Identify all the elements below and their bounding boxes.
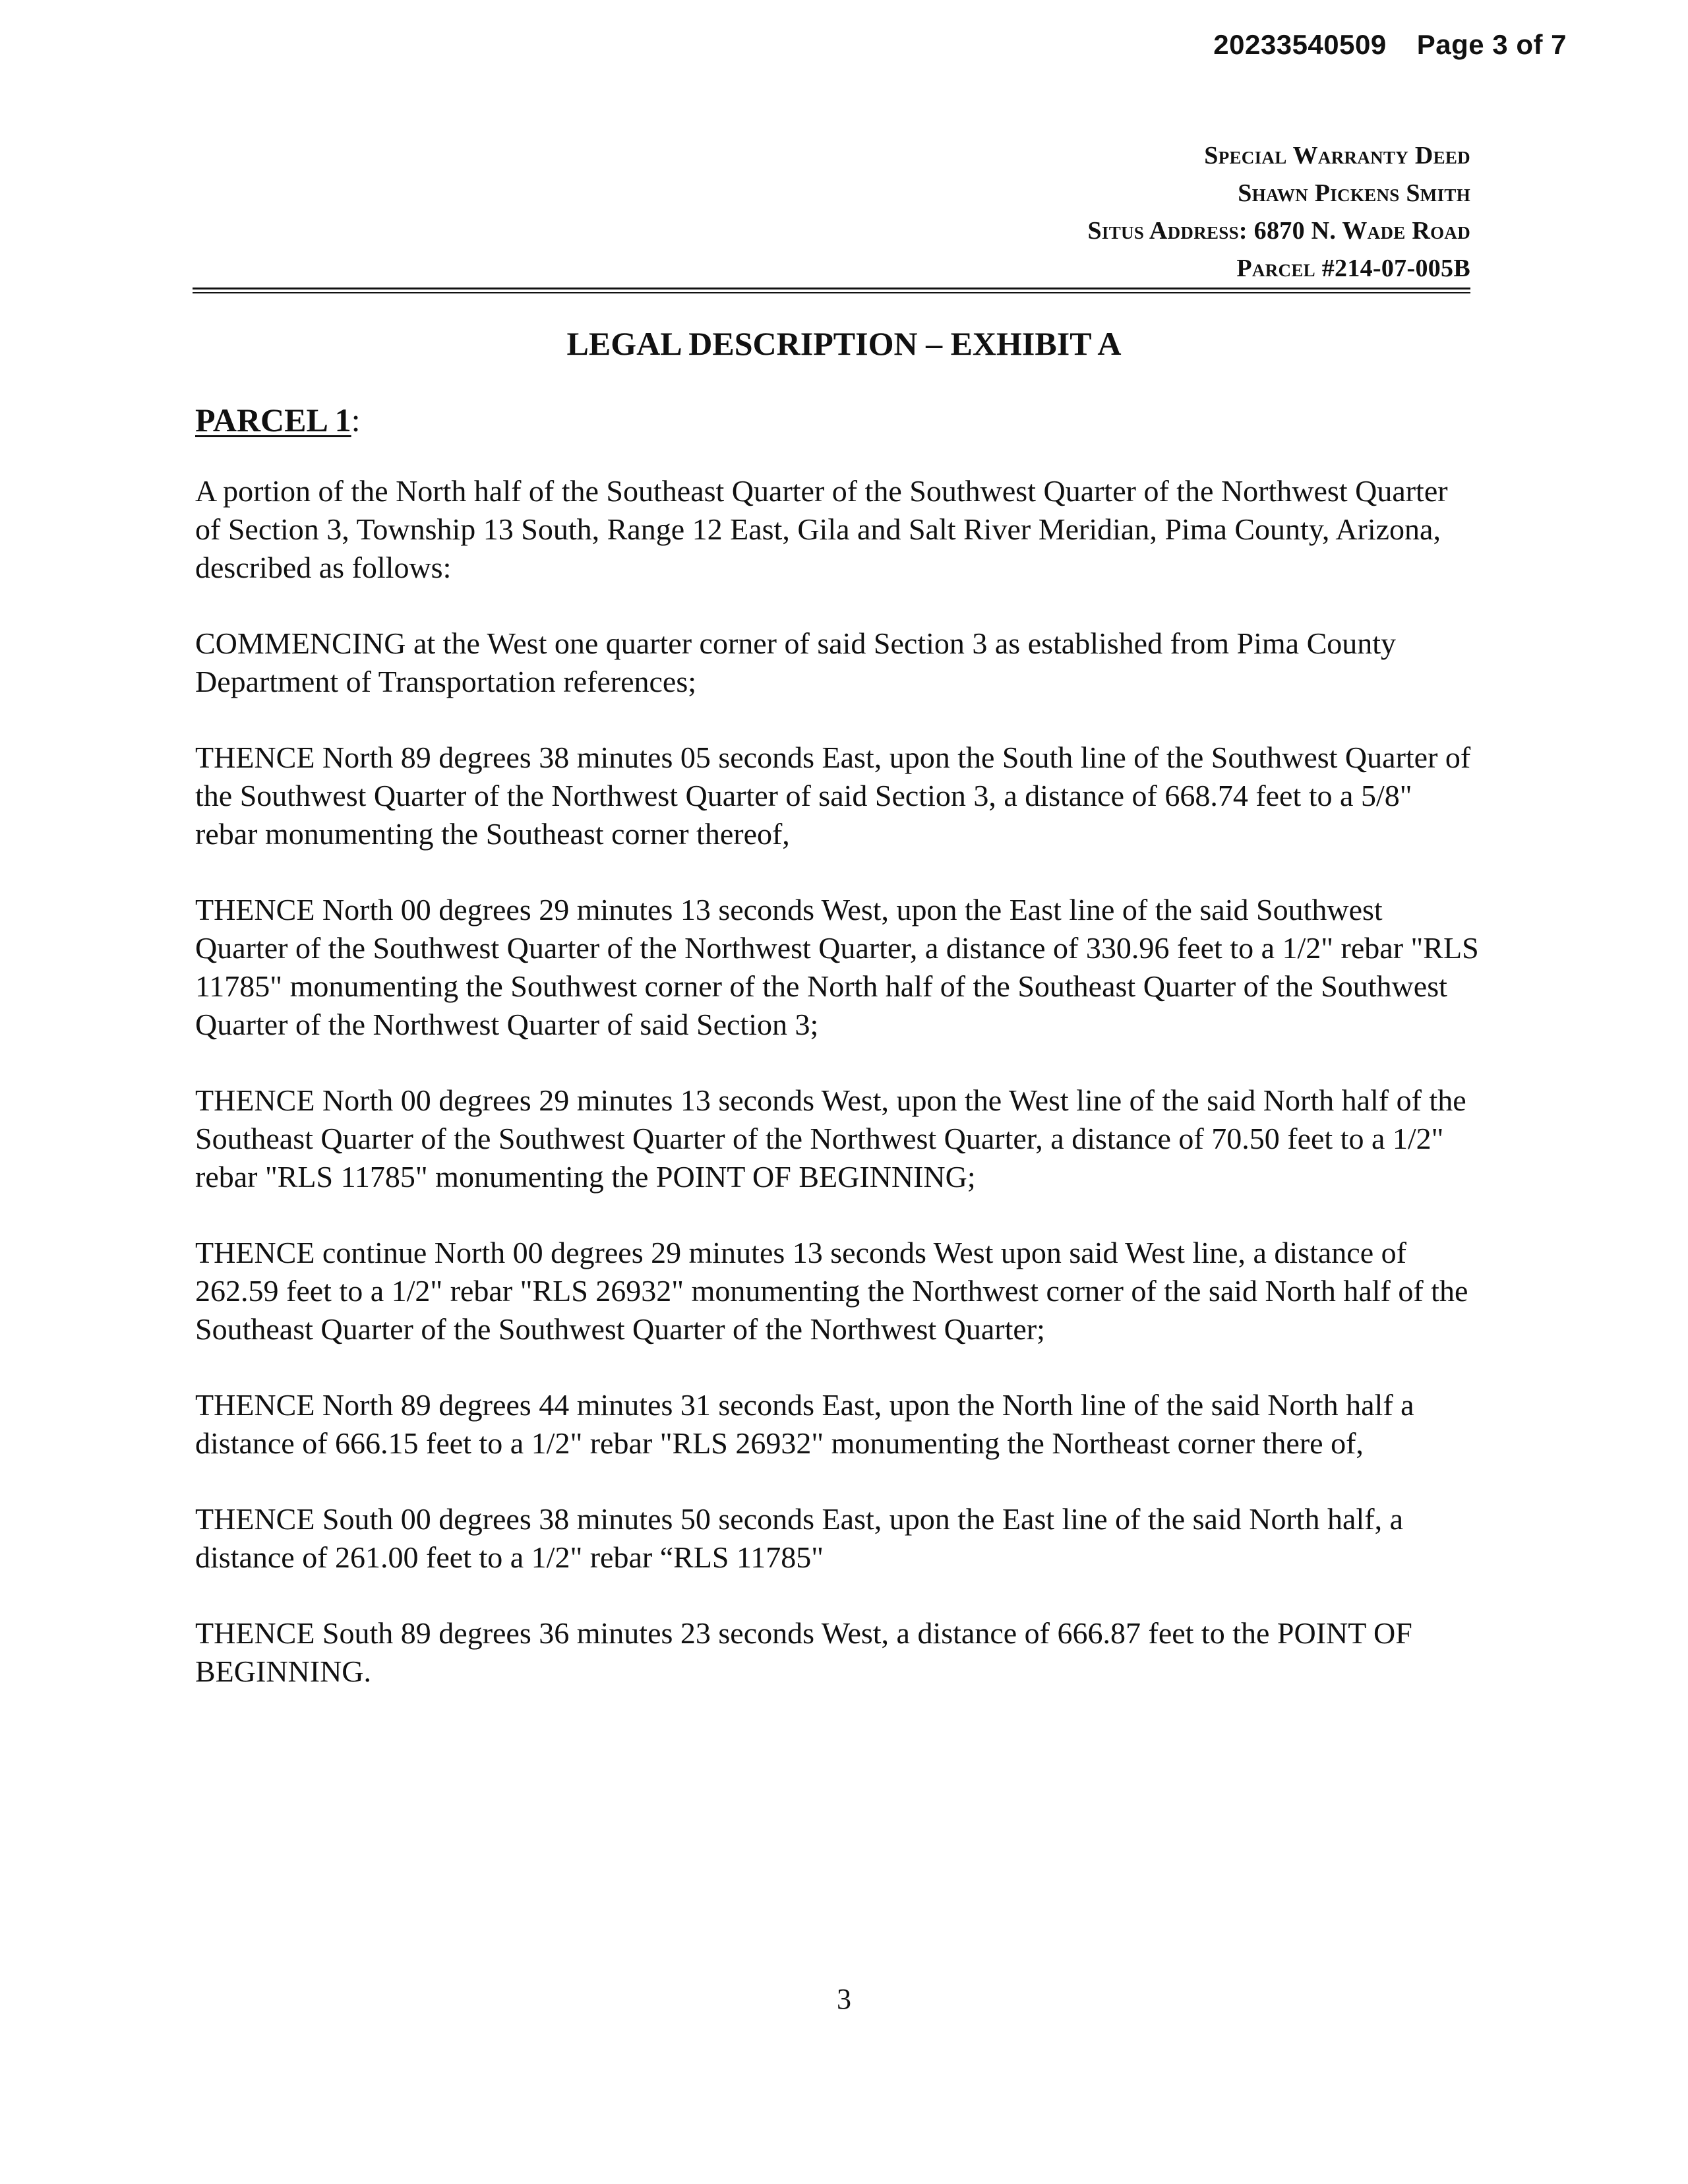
page-label: Page 3 of 7 [1416, 29, 1567, 60]
paragraph: COMMENCING at the West one quarter corner of said Section 3 as established from Pima County Department of Transportation references; [195, 626, 1397, 698]
parcel-heading [195, 401, 361, 439]
recording-stamp [1213, 29, 1567, 61]
grantor-name: Shawn Pickens Smith [1238, 179, 1470, 207]
paragraph: THENCE continue North 00 degrees 29 minutes 13 seconds West upon said West line, a distance of 262.59 feet to a 1/2" rebar "RLS 26932" monumenting the Northwest corner of the said North half of the Southeast Quarter of the Southwest Quarter of the Northwest Quarter; [195, 1236, 1468, 1346]
situs-address: Situs Address: 6870 N. Wade Road [1087, 217, 1470, 245]
paragraph: THENCE North 00 degrees 29 minutes 13 seconds West, upon the East line of the said Southwest Quarter of the Southwest Quarter of the Northwest Quarter, a distance of 330.96 feet to a 1/2" rebar "RLS 11785" monumenting the Southwest corner of the North half of the Southeast Quarter of the Southwest Quarter of the Northwest Quarter of said Section 3; [195, 893, 1479, 1041]
legal-description-body [195, 472, 1480, 1728]
parcel-heading-colon: : [351, 402, 361, 439]
paragraph: THENCE North 00 degrees 29 minutes 13 seconds West, upon the West line of the said North half of the Southeast Quarter of the Southwest Quarter of the Northwest Quarter, a distance of 70.50 feet to a 1/2" rebar "RLS 11785" monumenting the POINT OF BEGINNING; [195, 1083, 1466, 1194]
document-header [1087, 137, 1470, 288]
paragraph: THENCE South 89 degrees 36 minutes 23 seconds West, a distance of 666.87 feet to the POINT OF BEGINNING. [195, 1616, 1412, 1688]
page-number: 3 [837, 1983, 851, 2015]
paragraph: A portion of the North half of the Southeast Quarter of the Southwest Quarter of the Northwest Quarter of Section 3, Township 13 South, Range 12 East, Gila and Salt River Meridian, Pima County, Arizona, described as follows: [195, 474, 1448, 584]
paragraph: THENCE North 89 degrees 44 minutes 31 seconds East, upon the North line of the said North half a distance of 666.15 feet to a 1/2" rebar "RLS 26932" monumenting the Northeast corner there of, [195, 1388, 1414, 1460]
document-number: 20233540509 [1213, 29, 1387, 60]
parcel-heading-label: PARCEL 1 [195, 402, 351, 439]
parcel-number: Parcel #214-07-005B [1236, 255, 1470, 282]
paragraph: THENCE South 00 degrees 38 minutes 50 seconds East, upon the East line of the said North half, a distance of 261.00 feet to a 1/2" rebar “RLS 11785" [195, 1502, 1403, 1574]
deed-type: Special Warranty Deed [1204, 142, 1470, 169]
page-title: LEGAL DESCRIPTION – EXHIBIT A [566, 325, 1122, 362]
paragraph: THENCE North 89 degrees 38 minutes 05 seconds East, upon the South line of the Southwest Quarter of the Southwest Quarter of the Northwest Quarter of said Section 3, a distance of 668.74 feet to a 5/8" rebar monumenting the Southeast corner thereof, [195, 741, 1471, 851]
header-divider [193, 288, 1470, 293]
